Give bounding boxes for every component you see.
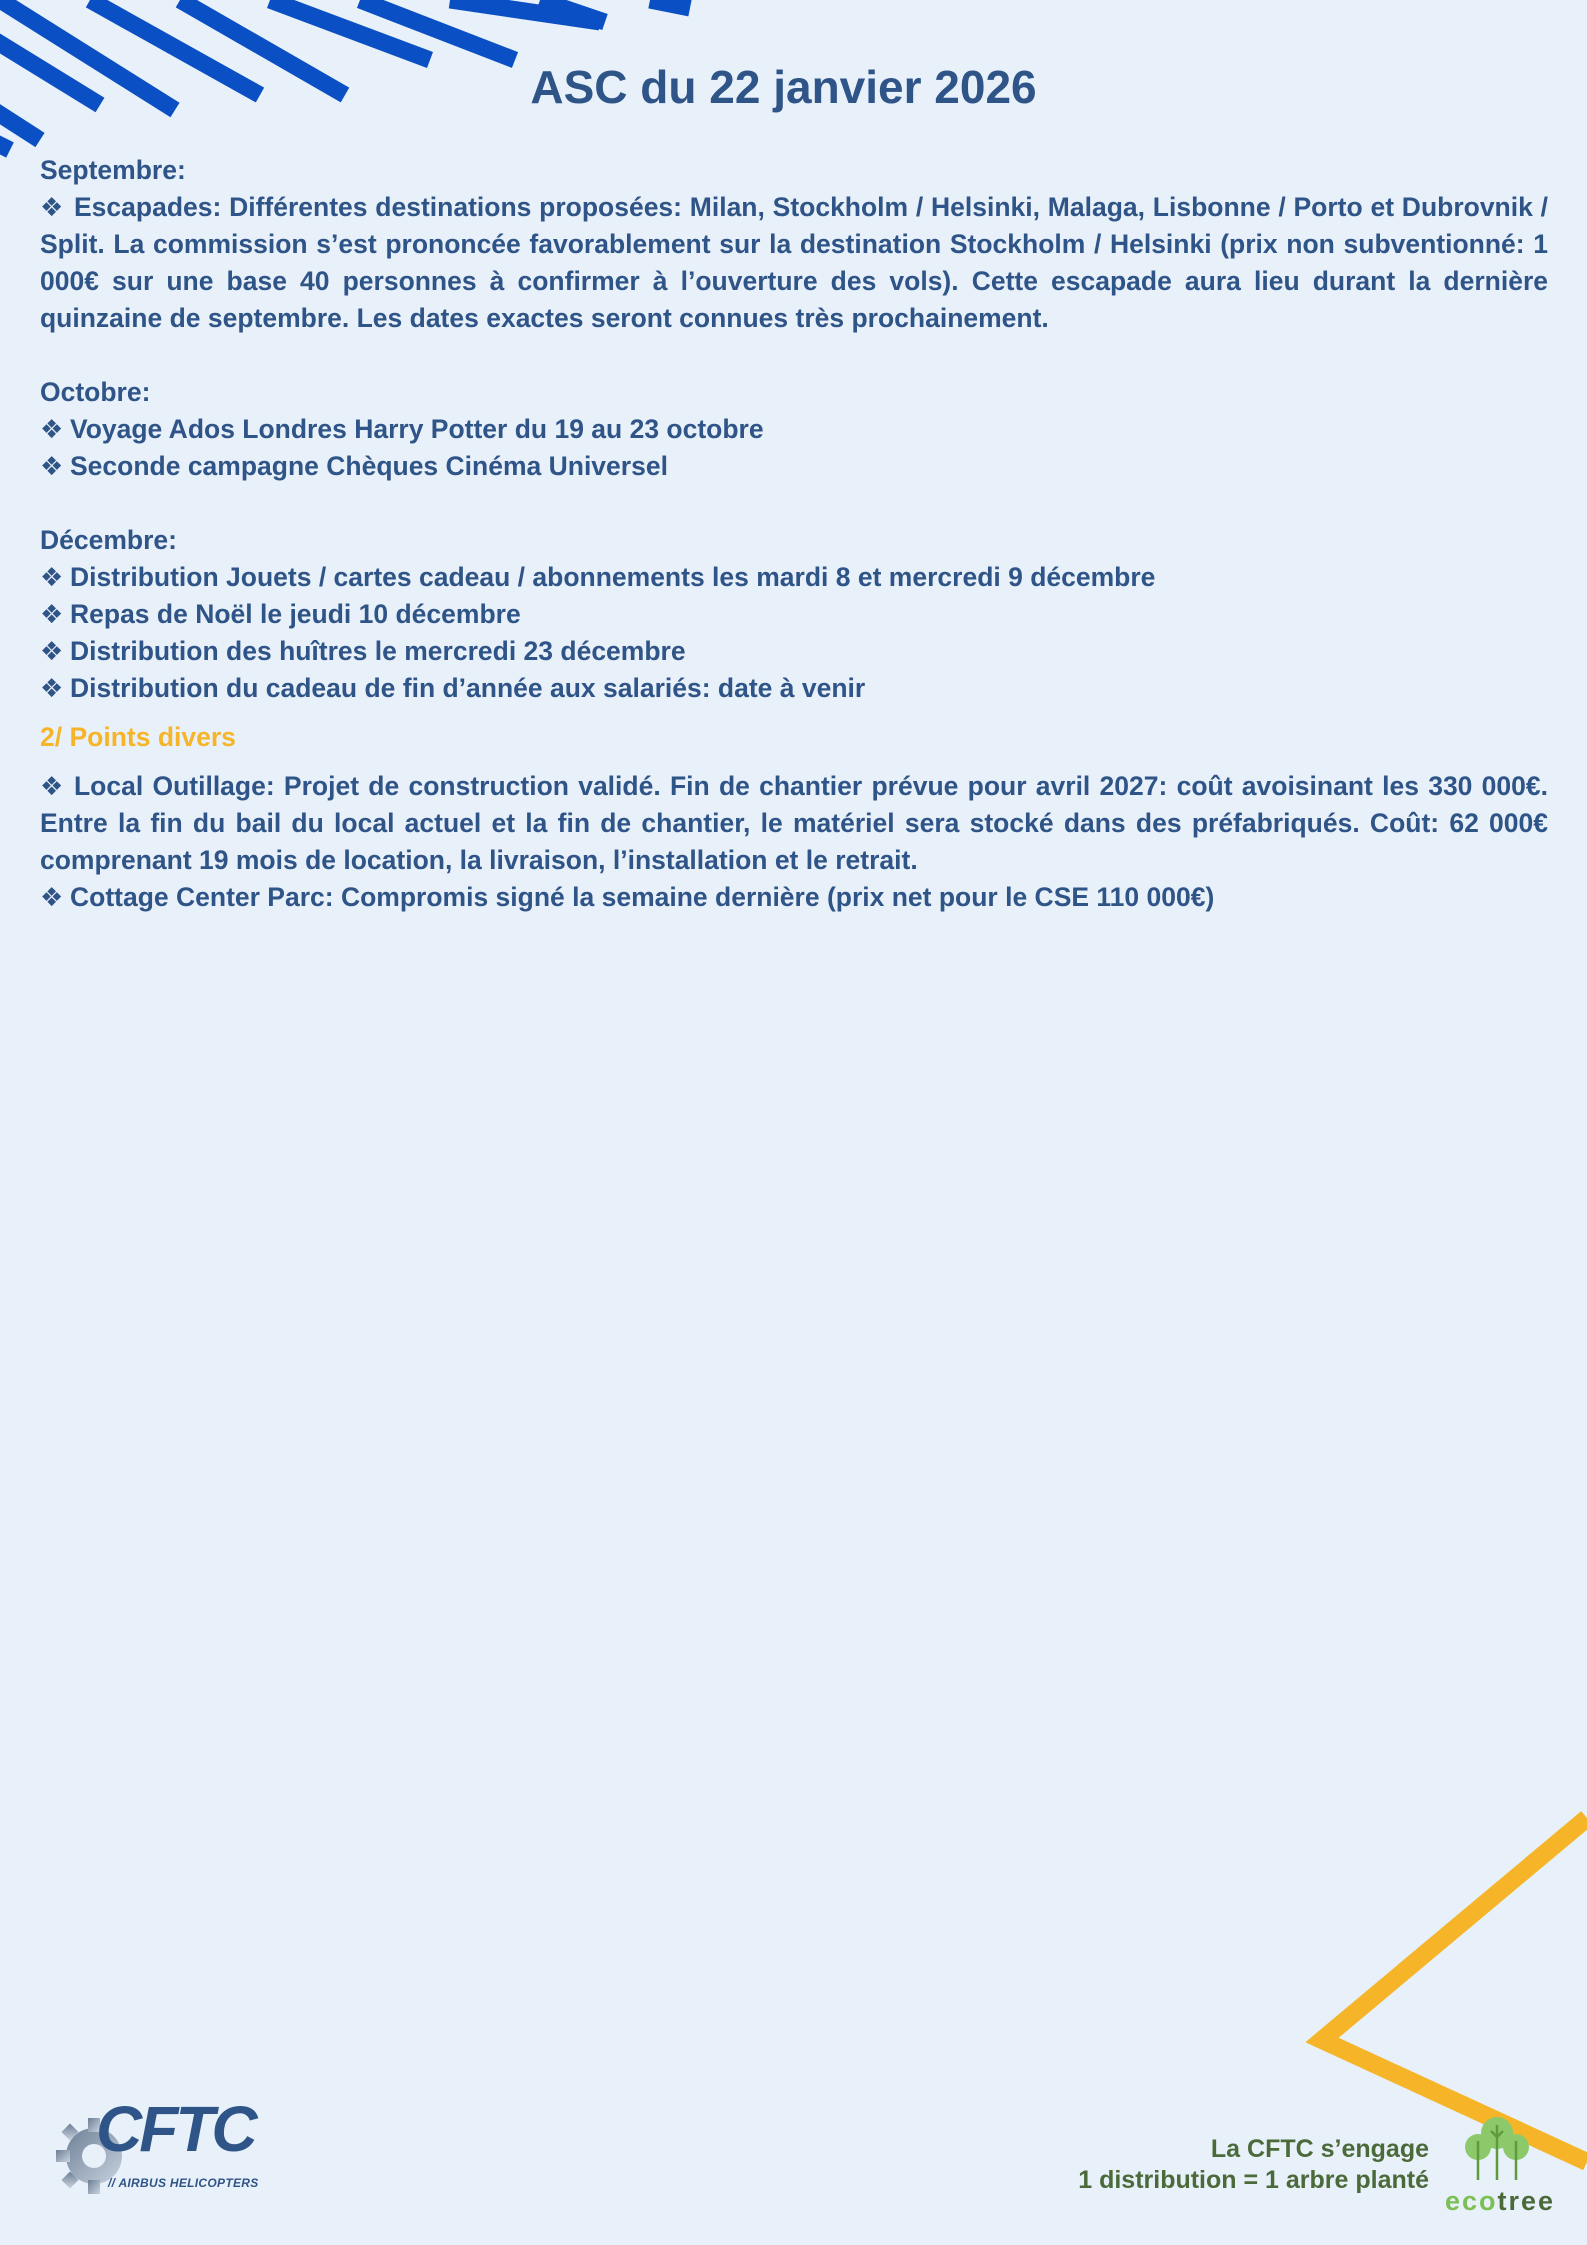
diamond-bullet-icon: ❖ — [40, 451, 64, 481]
diamond-bullet-icon: ❖ — [40, 562, 64, 592]
engage-line-2: 1 distribution = 1 arbre planté — [1078, 2166, 1429, 2194]
list-item: ❖ Distribution Jouets / cartes cadeau / abonnements les mardi 8 et mercredi 9 décembre — [40, 559, 1548, 596]
diamond-bullet-icon: ❖ — [40, 882, 64, 912]
month-heading-septembre: Septembre: — [40, 155, 186, 185]
engagement-text — [1078, 2134, 1429, 2196]
list-item: ❖ Cottage Center Parc: Compromis signé la semaine dernière (prix net pour le CSE 110 000€) — [40, 879, 1548, 916]
month-heading-octobre: Octobre: — [40, 377, 151, 407]
month-heading-decembre: Décembre: — [40, 525, 177, 555]
diamond-bullet-icon: ❖ — [40, 636, 64, 666]
section-heading-points-divers: 2/ Points divers — [40, 722, 236, 752]
diamond-bullet-icon: ❖ — [40, 599, 64, 629]
diamond-bullet-icon: ❖ — [40, 192, 64, 222]
list-item: ❖ Distribution des huîtres le mercredi 23 décembre — [40, 633, 1548, 670]
page-title: ASC du 22 janvier 2026 — [530, 61, 1037, 113]
tree-icon — [1462, 2115, 1532, 2185]
list-item: ❖ Voyage Ados Londres Harry Potter du 19 au 23 octobre — [40, 411, 1548, 448]
diamond-bullet-icon: ❖ — [40, 771, 64, 801]
cftc-logo-text: CFTC — [96, 2093, 255, 2165]
decorative-triangle — [1297, 1790, 1587, 2180]
document-body — [40, 152, 1548, 916]
ecotree-logo-text: ecotree — [1445, 2186, 1556, 2216]
airbus-helicopters-label: // AIRBUS HELICOPTERS — [108, 2176, 259, 2190]
list-item: ❖ Seconde campagne Chèques Cinéma Universel — [40, 448, 1548, 485]
diamond-bullet-icon: ❖ — [40, 414, 64, 444]
list-item: ❖ Distribution du cadeau de fin d’année aux salariés: date à venir — [40, 670, 1548, 707]
list-item: ❖ Repas de Noël le jeudi 10 décembre — [40, 596, 1548, 633]
diamond-bullet-icon: ❖ — [40, 673, 64, 703]
list-item: ❖ Local Outillage: Projet de construction validé. Fin de chantier prévue pour avril 2027: coût avoisinant les 330 000€. Entre la fin du bail du local actuel et la fin de chantier, le matériel sera stocké dans des préfabriqués. Coût: 62 000€ comprenant 19 mois de location, la livraison, l’installation et le retrait. — [40, 768, 1548, 879]
engage-line-1: La CFTC s’engage — [1210, 2135, 1429, 2163]
list-item: ❖ Escapades: Différentes destinations proposées: Milan, Stockholm / Helsinki, Malaga, Lisbonne / Porto et Dubrovnik / Split. La commission s’est prononcée favorablement sur la destination Stockholm / Helsinki (prix non subventionné: 1 000€ sur une base 40 personnes à confirmer à l’ouverture des vols). Cette escapade aura lieu durant la dernière quinzaine de septembre. Les dates exactes seront connues très prochainement. — [40, 189, 1548, 337]
